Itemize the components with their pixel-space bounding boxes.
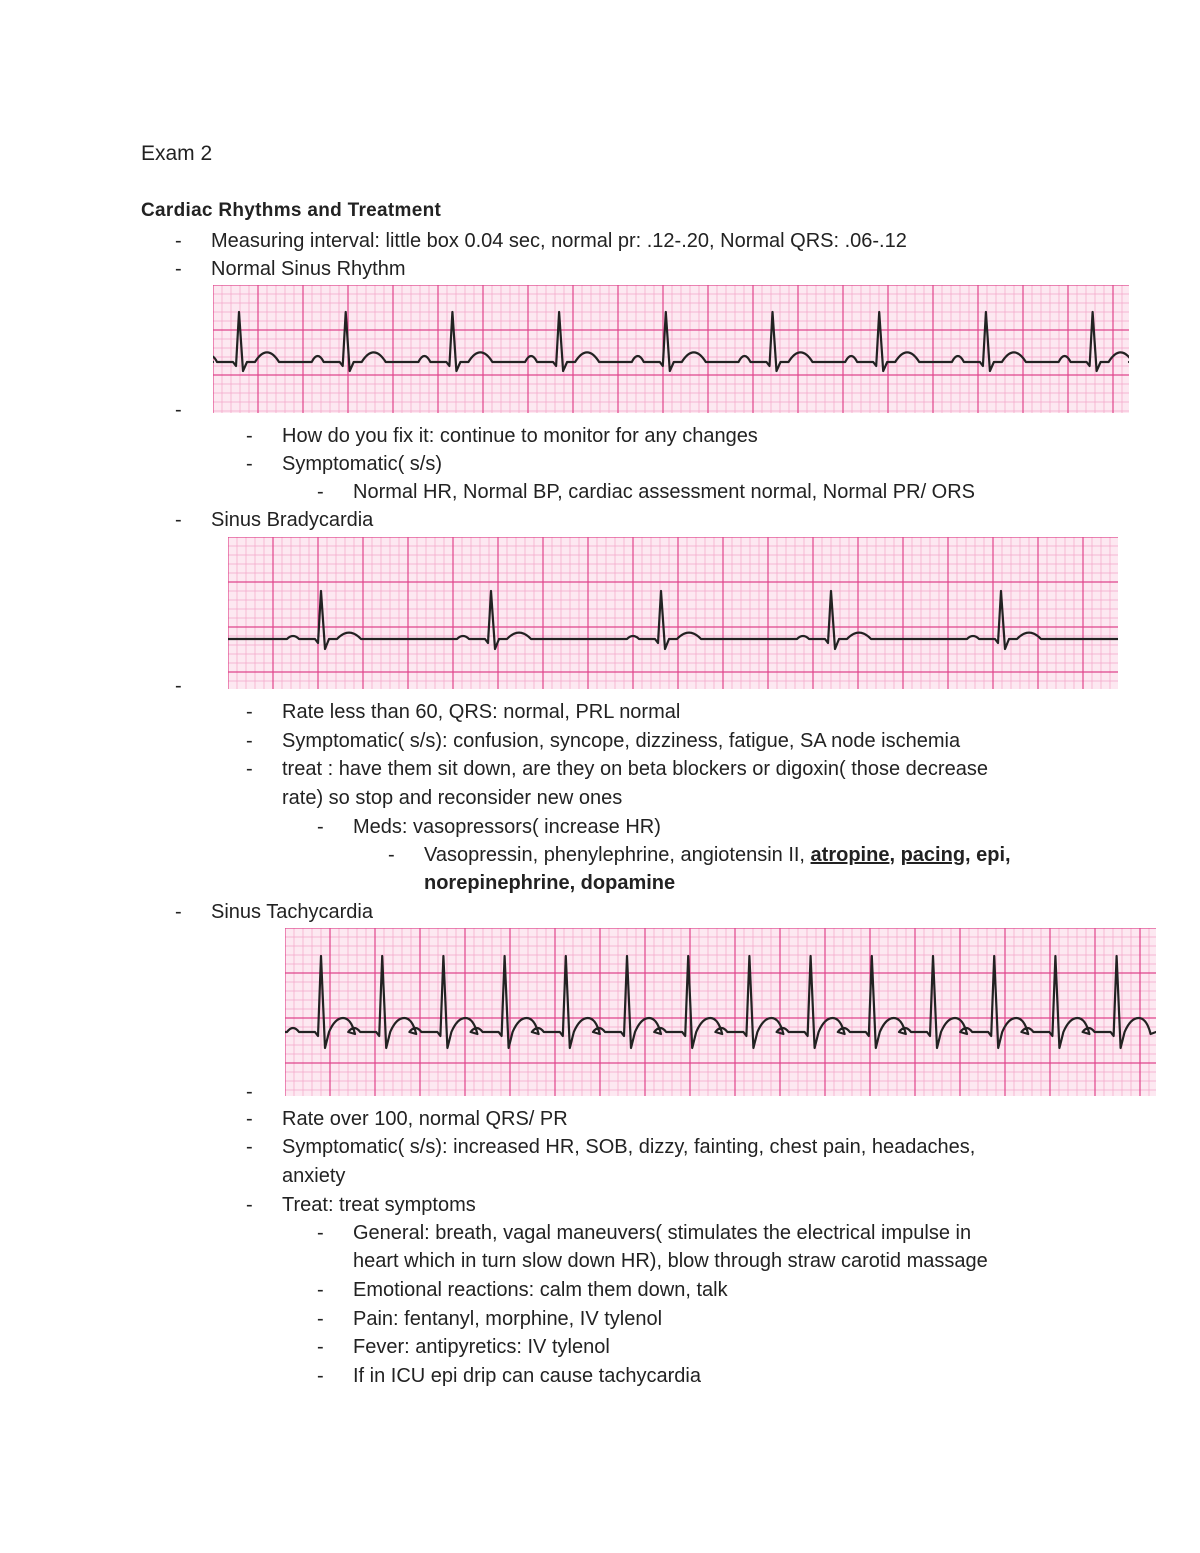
tachy-fever-text: Fever: antipyretics: IV tylenol <box>353 1336 610 1358</box>
ecg-paper <box>213 285 1129 413</box>
bullet: - <box>175 509 182 531</box>
bullet: - <box>175 399 182 421</box>
ecg-strip-sinus-bradycardia <box>228 537 1118 689</box>
bullet: - <box>246 758 253 780</box>
vasopressor-list-line1 <box>424 843 1011 867</box>
bullet: - <box>317 1308 324 1330</box>
tachy-pain-text: Pain: fentanyl, morphine, IV tylenol <box>353 1308 663 1330</box>
bullet: - <box>246 1108 253 1130</box>
tachy-symptomatic-line1: Symptomatic( s/s): increased HR, SOB, dizzy, fainting, chest pain, headaches, <box>282 1136 976 1158</box>
bullet: - <box>246 701 253 723</box>
tachy-general-line1: General: breath, vagal maneuvers( stimulates the electrical impulse in <box>353 1222 972 1244</box>
bullet: - <box>175 230 182 252</box>
tachy-emotional-text: Emotional reactions: calm them down, talk <box>353 1279 728 1301</box>
atropine-text: atropine <box>810 844 890 866</box>
vasopressor-list-line2: norepinephrine, dopamine <box>424 872 676 894</box>
brady-symptomatic-text: Symptomatic( s/s): confusion, syncope, dizziness, fatigue, SA node ischemia <box>282 730 961 752</box>
tachy-general-line2: heart which in turn slow down HR), blow through straw carotid massage <box>353 1250 988 1272</box>
tachy-label: Sinus Tachycardia <box>211 901 373 923</box>
section-heading: Cardiac Rhythms and Treatment <box>141 200 442 221</box>
ecg-strip-sinus-tachycardia <box>285 928 1156 1096</box>
tachy-symptomatic-line2: anxiety <box>282 1165 346 1187</box>
bullet: - <box>317 1222 324 1244</box>
brady-meds-text: Meds: vasopressors( increase HR) <box>353 816 661 838</box>
bullet: - <box>388 844 395 866</box>
brady-treat-text-line2: rate) so stop and reconsider new ones <box>282 787 623 809</box>
ecg-paper <box>228 537 1118 689</box>
bullet: - <box>246 1136 253 1158</box>
vasopressor-plain-text: Vasopressin, phenylephrine, angiotensin II, <box>424 844 811 866</box>
bullet: - <box>317 481 324 503</box>
ecg-strip-normal-sinus-rhythm <box>213 285 1129 413</box>
ecg-paper <box>285 928 1156 1096</box>
bullet: - <box>317 1279 324 1301</box>
document-title: Exam 2 <box>141 142 213 165</box>
tachy-icu-text: If in ICU epi drip can cause tachycardia <box>353 1365 701 1387</box>
bullet: - <box>317 1336 324 1358</box>
bullet: - <box>246 1194 253 1216</box>
bullet: - <box>175 901 182 923</box>
bullet: - <box>246 1081 253 1103</box>
brady-label: Sinus Bradycardia <box>211 509 374 531</box>
nsr-label: Normal Sinus Rhythm <box>211 258 406 280</box>
measuring-interval-text: Measuring interval: little box 0.04 sec, normal pr: .12-.20, Normal QRS: .06-.12 <box>211 230 907 252</box>
nsr-normals-text: Normal HR, Normal BP, cardiac assessment normal, Normal PR/ ORS <box>353 481 976 503</box>
nsr-fix-text: How do you fix it: continue to monitor for any changes <box>282 425 758 447</box>
epi-text: , epi, <box>965 844 1011 866</box>
bullet: - <box>246 425 253 447</box>
nsr-symptomatic-text: Symptomatic( s/s) <box>282 453 443 475</box>
bullet: - <box>246 730 253 752</box>
comma-separator: , <box>889 844 901 866</box>
bullet: - <box>175 675 182 697</box>
tachy-rate-text: Rate over 100, normal QRS/ PR <box>282 1108 568 1130</box>
bullet: - <box>175 258 182 280</box>
pacing-text: pacing <box>900 844 966 866</box>
bullet: - <box>317 816 324 838</box>
bullet: - <box>246 453 253 475</box>
brady-treat-text-line1: treat : have them sit down, are they on beta blockers or digoxin( those decrease <box>282 758 988 780</box>
brady-rate-text: Rate less than 60, QRS: normal, PRL normal <box>282 701 681 723</box>
tachy-treat-text: Treat: treat symptoms <box>282 1194 476 1216</box>
bullet: - <box>317 1365 324 1387</box>
